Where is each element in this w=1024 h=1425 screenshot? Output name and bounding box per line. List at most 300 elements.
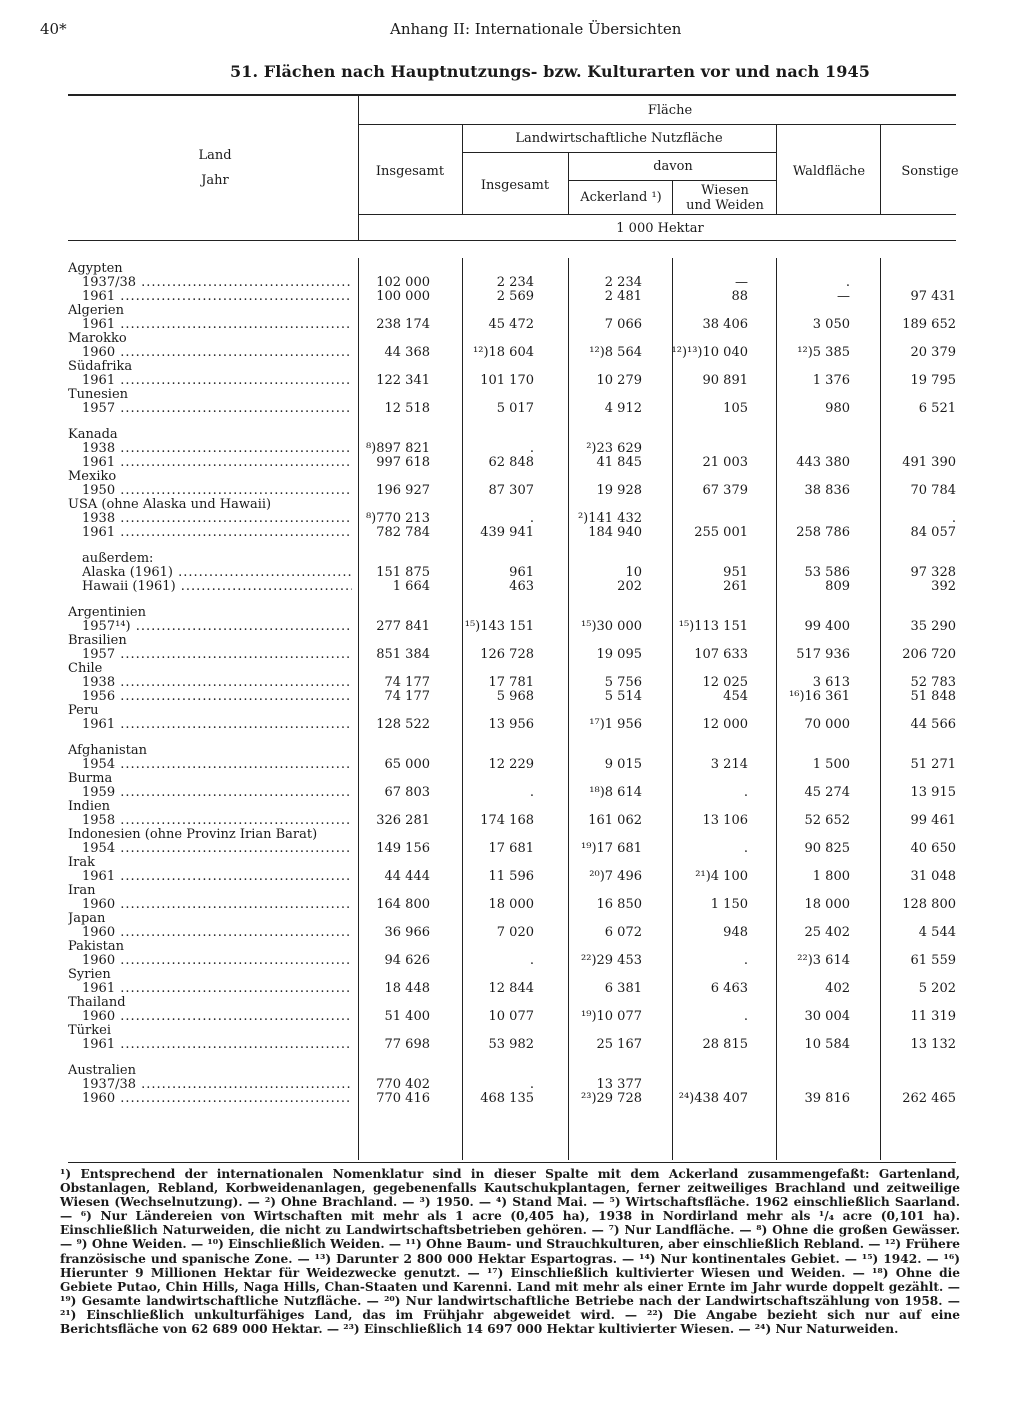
wald-cell: 1 800 [812, 869, 850, 884]
wiesen-cell: 38 406 [702, 317, 748, 332]
wiesen-cell: . [743, 953, 748, 968]
rule-under-flaeche [358, 124, 956, 125]
ackerland-cell: ¹⁹)10 077 [581, 1009, 642, 1024]
row-label: Hawaii (1961) ..... [82, 580, 352, 594]
header-ackerland: Ackerland ¹) [580, 190, 662, 205]
ackerland-cell: 202 [617, 579, 642, 594]
ackerland-cell: ²⁰)7 496 [589, 869, 642, 884]
header-wiesen-1: Wiesen [701, 183, 749, 198]
country-label: Indien [68, 800, 111, 814]
rule-under-ln [462, 152, 776, 153]
header-vrule-1 [358, 96, 359, 240]
insgesamt-cell: 65 000 [384, 757, 430, 772]
data-row [0, 1038, 1024, 1052]
ln-insgesamt-cell: 18 000 [488, 897, 534, 912]
ln-insgesamt-cell: 62 848 [488, 455, 534, 470]
country-row [0, 1024, 1024, 1038]
sonstige-cell: 51 271 [910, 757, 956, 772]
rule-above-unit [358, 214, 956, 215]
insgesamt-cell: 196 927 [376, 483, 430, 498]
ln-insgesamt-cell: 463 [509, 579, 534, 594]
data-row [0, 982, 1024, 996]
header-jahr: Jahr [201, 173, 229, 188]
data-row [0, 954, 1024, 968]
ackerland-cell: 184 940 [588, 525, 642, 540]
wiesen-cell: 88 [731, 289, 748, 304]
row-label: 1960 ..... [82, 926, 352, 940]
sonstige-cell: 13 915 [910, 785, 956, 800]
ackerland-cell: 2 234 [604, 275, 642, 290]
insgesamt-cell: 770 402 [376, 1077, 430, 1092]
country-row [0, 428, 1024, 442]
header-waldflaeche: Waldfläche [792, 164, 866, 179]
sonstige-cell: 128 800 [902, 897, 956, 912]
header-insgesamt: Insgesamt [375, 164, 445, 179]
country-row [0, 772, 1024, 786]
row-label: 1961 ..... [82, 318, 352, 332]
country-row [0, 704, 1024, 718]
ln-insgesamt-cell: 961 [509, 565, 534, 580]
data-row [0, 374, 1024, 388]
ln-insgesamt-cell: . [529, 953, 534, 968]
country-row [0, 498, 1024, 512]
sonstige-cell: 44 566 [910, 717, 956, 732]
ackerland-cell: 10 279 [596, 373, 642, 388]
country-label: Chile [68, 662, 103, 676]
country-label: Burma [68, 772, 113, 786]
country-row [0, 304, 1024, 318]
wiesen-cell: . [743, 785, 748, 800]
row-label: 1956 ..... [82, 690, 352, 704]
insgesamt-cell: 238 174 [376, 317, 430, 332]
ackerland-cell: 2 481 [604, 289, 642, 304]
ln-insgesamt-cell: 101 170 [480, 373, 534, 388]
country-label: Afghanistan [68, 744, 147, 758]
country-row [0, 744, 1024, 758]
wiesen-cell: 3 214 [710, 757, 748, 772]
country-label: Mexiko [68, 470, 117, 484]
country-label: Algerien [68, 304, 124, 318]
data-row [0, 758, 1024, 772]
ln-insgesamt-cell: 17 781 [488, 675, 534, 690]
header-ln: Landwirtschaftliche Nutzfläche [515, 131, 723, 146]
insgesamt-cell: 67 803 [384, 785, 430, 800]
country-row [0, 1064, 1024, 1078]
sonstige-cell: 51 848 [910, 689, 956, 704]
country-label: Peru [68, 704, 99, 718]
ln-insgesamt-cell: . [529, 1077, 534, 1092]
ln-insgesamt-cell: ¹²)18 604 [473, 345, 534, 360]
wiesen-cell: . [743, 841, 748, 856]
wald-cell: 99 400 [804, 619, 850, 634]
data-row [0, 690, 1024, 704]
country-row [0, 470, 1024, 484]
ln-insgesamt-cell: . [529, 511, 534, 526]
ln-insgesamt-cell: 5 968 [496, 689, 534, 704]
row-label: 1937/38 ..... [82, 276, 352, 290]
sonstige-cell: 31 048 [910, 869, 956, 884]
wiesen-cell: 255 001 [694, 525, 748, 540]
row-label: 1954 ..... [82, 842, 352, 856]
data-row [0, 926, 1024, 940]
row-label: 1954 ..... [82, 758, 352, 772]
wiesen-cell: ²⁴)438 407 [678, 1091, 748, 1106]
row-label: 1938 ..... [82, 442, 352, 456]
country-label: Tunesien [68, 388, 129, 402]
row-label: 1959 ..... [82, 786, 352, 800]
data-row [0, 1092, 1024, 1106]
data-row [0, 402, 1024, 416]
insgesamt-cell: 102 000 [376, 275, 430, 290]
data-row [0, 512, 1024, 526]
insgesamt-cell: 77 698 [384, 1037, 430, 1052]
row-label: 1961 ..... [82, 1038, 352, 1052]
country-label: Türkei [68, 1024, 111, 1038]
ackerland-cell: 16 850 [596, 897, 642, 912]
wald-cell: 443 380 [796, 455, 850, 470]
country-row [0, 662, 1024, 676]
wiesen-cell: 261 [723, 579, 748, 594]
insgesamt-cell: 164 800 [376, 897, 430, 912]
data-row [0, 620, 1024, 634]
footnotes: ¹) Entsprechend der internationalen Nomenklatur sind in dieser Spalte mit dem Ackerland zusammengefaßt: Gartenland, Obstanlagen, Rebland, Korbweidenanlagen, gegebenenfalls Kautschukplantagen, ferner zeitweiliges Brachland und zeitweilige Wiesen (Wechselnutzung). — ²) Ohne Brachland. — ³) 1950. — ⁴) Stand Mai. — ⁵) Wirtschaftsfläche. 1962 einschließlich Saarland. — ⁶) Nur Ländereien von Wirtschaften mit mehr als 1 acre (0,405 ha), 1938 in Nordirland mehr als ¹/₄ acre (0,101 ha). Einschließlich Naturweiden, die nicht zu Landwirtschaftsbetrieben gehören. — ⁷) Nur Landfläche. — ⁸) Ohne die großen Gewässer. — ⁹) Ohne Weiden. — ¹⁰) Einschließlich Weiden. — ¹¹) Ohne Baum- und Strauchkulturen, aber einschließlich Rebland. — ¹²) Frühere französische und spanische Zone. — ¹³) Darunter 2 800 000 Hektar Espartogras. — ¹⁴) Nur kontinentales Gebiet. — ¹⁵) 1942. — ¹⁶) Hierunter 9 Millionen Hektar für Weidezwecke genutzt. — ¹⁷) Einschließlich kultivierter Wiesen und Weiden. — ¹⁸) Ohne die Gebiete Putao, Chin Hills, Naga Hills, Chan-Staaten und Karenni. Land mit mehr als einer Ernte im Jahr wurde doppelt gezählt. — ¹⁹) Gesamte landwirtschaftliche Nutzfläche. — ²⁰) Nur landwirtschaftliche Betriebe nach der Landwirtschaftszählung von 1958. — ²¹) Einschließlich unkulturfähiges Land, das im Frühjahr abgeweidet wird. — ²²) Die Angabe bezieht sich nur auf eine Berichtsfläche von 62 689 000 Hektar. — ²³) Einschließlich 14 697 000 Hektar kultivierter Wiesen. — ²⁴) Nur Naturweiden. [60, 1167, 960, 1337]
running-head: Anhang II: Internationale Übersichten [390, 20, 682, 38]
data-row [0, 1078, 1024, 1092]
insgesamt-cell: 277 841 [376, 619, 430, 634]
insgesamt-cell: 51 400 [384, 1009, 430, 1024]
header-bottom-rule [68, 240, 956, 241]
sonstige-cell: 392 [931, 579, 956, 594]
ackerland-cell: ²)141 432 [577, 511, 642, 526]
country-row [0, 884, 1024, 898]
country-row [0, 332, 1024, 346]
header-vrule-4 [672, 180, 673, 214]
wald-cell: ¹⁶)16 361 [789, 689, 850, 704]
wiesen-cell: 12 000 [702, 717, 748, 732]
ackerland-cell: 7 066 [604, 317, 642, 332]
ln-insgesamt-cell: 12 229 [488, 757, 534, 772]
sonstige-cell: 20 379 [910, 345, 956, 360]
data-row [0, 442, 1024, 456]
data-row [0, 318, 1024, 332]
row-label: 1950 ..... [82, 484, 352, 498]
row-label: 1960 ..... [82, 1092, 352, 1106]
sonstige-cell: 35 290 [910, 619, 956, 634]
country-label: Syrien [68, 968, 111, 982]
sonstige-cell: 99 461 [910, 813, 956, 828]
row-label: 1960 ..... [82, 954, 352, 968]
wald-cell: 10 584 [804, 1037, 850, 1052]
ackerland-cell: 19 095 [596, 647, 642, 662]
country-row [0, 996, 1024, 1010]
wald-cell: 3 613 [812, 675, 850, 690]
header-unit: 1 000 Hektar [616, 221, 704, 236]
ln-insgesamt-cell: 2 569 [496, 289, 534, 304]
wald-cell: 39 816 [804, 1091, 850, 1106]
wald-cell: 45 274 [804, 785, 850, 800]
header-wiesen-2: und Weiden [686, 198, 764, 213]
wiesen-cell: 1 150 [710, 897, 748, 912]
row-label: 1961 ..... [82, 290, 352, 304]
country-label: Australien [68, 1064, 137, 1078]
insgesamt-cell: 782 784 [376, 525, 430, 540]
wiesen-cell: 105 [723, 401, 748, 416]
wiesen-cell: . [743, 1009, 748, 1024]
data-row [0, 648, 1024, 662]
insgesamt-cell: 151 875 [376, 565, 430, 580]
country-row [0, 388, 1024, 402]
insgesamt-cell: 122 341 [376, 373, 430, 388]
insgesamt-cell: 44 444 [384, 869, 430, 884]
insgesamt-cell: 326 281 [376, 813, 430, 828]
ackerland-cell: 4 912 [604, 401, 642, 416]
country-label: Ägypten [68, 262, 123, 276]
data-row [0, 526, 1024, 540]
country-label: Japan [68, 912, 106, 926]
wald-cell: 70 000 [804, 717, 850, 732]
country-row [0, 856, 1024, 870]
row-label: 1957 ..... [82, 402, 352, 416]
ln-insgesamt-cell: 11 596 [488, 869, 534, 884]
wald-cell: — [837, 289, 850, 304]
ackerland-cell: 161 062 [588, 813, 642, 828]
ackerland-cell: 25 167 [596, 1037, 642, 1052]
sonstige-cell: 5 202 [918, 981, 956, 996]
data-row [0, 276, 1024, 290]
ackerland-cell: 13 377 [596, 1077, 642, 1092]
row-label: 1957 ..... [82, 648, 352, 662]
ackerland-cell: ¹⁷)1 956 [589, 717, 642, 732]
ackerland-cell: ²³)29 728 [581, 1091, 642, 1106]
data-row [0, 566, 1024, 580]
row-label: 1961 ..... [82, 870, 352, 884]
wiesen-cell: 12 025 [702, 675, 748, 690]
data-row [0, 290, 1024, 304]
ln-insgesamt-cell: 174 168 [480, 813, 534, 828]
ackerland-cell: ¹²)8 564 [589, 345, 642, 360]
row-label: 1958 ..... [82, 814, 352, 828]
wiesen-cell: 21 003 [702, 455, 748, 470]
wiesen-cell: — [735, 275, 748, 290]
data-row [0, 786, 1024, 800]
ln-insgesamt-cell: 2 234 [496, 275, 534, 290]
ackerland-cell: ¹⁵)30 000 [581, 619, 642, 634]
insgesamt-cell: 74 177 [384, 675, 430, 690]
row-label: 1961 ..... [82, 456, 352, 470]
header-top-rule [68, 94, 956, 96]
wald-cell: 18 000 [804, 897, 850, 912]
row-label: 1960 ..... [82, 898, 352, 912]
country-label: Indonesien (ohne Provinz Irian Barat) [68, 828, 318, 842]
country-row [0, 800, 1024, 814]
header-land: Land [198, 148, 232, 163]
insgesamt-cell: ⁸)770 213 [365, 511, 430, 526]
row-label: 1938 ..... [82, 512, 352, 526]
ln-insgesamt-cell: 126 728 [480, 647, 534, 662]
country-label: Brasilien [68, 634, 127, 648]
sonstige-cell: 491 390 [902, 455, 956, 470]
country-row [0, 912, 1024, 926]
wald-cell: 52 652 [804, 813, 850, 828]
sonstige-cell: 52 783 [910, 675, 956, 690]
country-row [0, 262, 1024, 276]
insgesamt-cell: 12 518 [384, 401, 430, 416]
data-row [0, 456, 1024, 470]
wiesen-cell: 13 106 [702, 813, 748, 828]
sonstige-cell: 262 465 [902, 1091, 956, 1106]
wald-cell: 980 [825, 401, 850, 416]
country-row [0, 360, 1024, 374]
sonstige-cell: 19 795 [910, 373, 956, 388]
data-row [0, 842, 1024, 856]
body-bottom-rule [68, 1162, 956, 1163]
country-row [0, 968, 1024, 982]
ln-insgesamt-cell: 12 844 [488, 981, 534, 996]
data-row [0, 718, 1024, 732]
insgesamt-cell: 100 000 [376, 289, 430, 304]
wald-cell: ¹²)5 385 [797, 345, 850, 360]
wald-cell: 90 825 [804, 841, 850, 856]
wald-cell: 38 836 [804, 483, 850, 498]
ln-insgesamt-cell: 87 307 [488, 483, 534, 498]
data-row [0, 346, 1024, 360]
ackerland-cell: ²²)29 453 [581, 953, 642, 968]
wald-cell: 517 936 [796, 647, 850, 662]
wiesen-cell: ¹²)¹³)10 040 [671, 345, 748, 360]
country-label: Iran [68, 884, 96, 898]
sonstige-cell: 97 431 [910, 289, 956, 304]
row-label: 1961 ..... [82, 718, 352, 732]
data-row [0, 484, 1024, 498]
insgesamt-cell: 94 626 [384, 953, 430, 968]
wiesen-cell: ¹⁵)113 151 [678, 619, 748, 634]
row-label: Alaska (1961) ..... [82, 566, 352, 580]
data-row [0, 814, 1024, 828]
insgesamt-cell: 1 664 [392, 579, 430, 594]
ackerland-cell: 5 514 [604, 689, 642, 704]
sonstige-cell: 6 521 [918, 401, 956, 416]
wiesen-cell: ²¹)4 100 [695, 869, 748, 884]
ln-insgesamt-cell: 468 135 [480, 1091, 534, 1106]
wald-cell: 53 586 [804, 565, 850, 580]
ackerland-cell: 41 845 [596, 455, 642, 470]
ackerland-cell: ²)23 629 [586, 441, 642, 456]
wiesen-cell: 28 815 [702, 1037, 748, 1052]
ln-insgesamt-cell: 13 956 [488, 717, 534, 732]
wiesen-cell: 90 891 [702, 373, 748, 388]
ackerland-cell: 6 072 [604, 925, 642, 940]
table-title: 51. Flächen nach Hauptnutzungs- bzw. Kulturarten vor und nach 1945 [230, 62, 870, 81]
ln-insgesamt-cell: 439 941 [480, 525, 534, 540]
wiesen-cell: 67 379 [702, 483, 748, 498]
row-label: 1960 ..... [82, 346, 352, 360]
row-label: außerdem: [82, 552, 154, 566]
wald-cell: 3 050 [812, 317, 850, 332]
wald-cell: ²²)3 614 [797, 953, 850, 968]
ln-insgesamt-cell: 17 681 [488, 841, 534, 856]
insgesamt-cell: 44 368 [384, 345, 430, 360]
ackerland-cell: 19 928 [596, 483, 642, 498]
country-row [0, 606, 1024, 620]
ln-insgesamt-cell: ¹⁵)143 151 [464, 619, 534, 634]
sonstige-cell: 13 132 [910, 1037, 956, 1052]
row-label: 1961 ..... [82, 526, 352, 540]
wald-cell: 1 376 [812, 373, 850, 388]
wiesen-cell: 6 463 [710, 981, 748, 996]
header-vrule-2 [462, 124, 463, 214]
country-row [0, 634, 1024, 648]
ln-insgesamt-cell: . [529, 785, 534, 800]
sonstige-cell: 11 319 [910, 1009, 956, 1024]
country-label: Marokko [68, 332, 127, 346]
wiesen-cell: 454 [723, 689, 748, 704]
wald-cell: . [845, 275, 850, 290]
ackerland-cell: 5 756 [604, 675, 642, 690]
sonstige-cell: 97 328 [910, 565, 956, 580]
country-label: USA (ohne Alaska und Hawaii) [68, 498, 272, 512]
wald-cell: 25 402 [804, 925, 850, 940]
insgesamt-cell: 18 448 [384, 981, 430, 996]
insgesamt-cell: 36 966 [384, 925, 430, 940]
wiesen-cell: 107 633 [694, 647, 748, 662]
wald-cell: 258 786 [796, 525, 850, 540]
data-row [0, 898, 1024, 912]
sonstige-cell: . [951, 511, 956, 526]
row-label: 1937/38 ..... [82, 1078, 352, 1092]
ln-insgesamt-cell: 53 982 [488, 1037, 534, 1052]
header-vrule-3 [568, 152, 569, 214]
header-vrule-5 [776, 124, 777, 214]
insgesamt-cell: 770 416 [376, 1091, 430, 1106]
ln-insgesamt-cell: 5 017 [496, 401, 534, 416]
sonstige-cell: 206 720 [902, 647, 956, 662]
insgesamt-cell: 128 522 [376, 717, 430, 732]
insgesamt-cell: 997 618 [376, 455, 430, 470]
country-label: Kanada [68, 428, 118, 442]
data-row [0, 1010, 1024, 1024]
sonstige-cell: 61 559 [910, 953, 956, 968]
data-row [0, 580, 1024, 594]
country-label: Südafrika [68, 360, 133, 374]
row-label: 1938 ..... [82, 676, 352, 690]
header-flaeche: Fläche [647, 103, 693, 118]
header-ln-insgesamt: Insgesamt [480, 178, 550, 193]
country-row [0, 828, 1024, 842]
ackerland-cell: 10 [625, 565, 642, 580]
insgesamt-cell: 149 156 [376, 841, 430, 856]
sonstige-cell: 189 652 [902, 317, 956, 332]
sonstige-cell: 4 544 [918, 925, 956, 940]
country-label: Thailand [68, 996, 126, 1010]
insgesamt-cell: 851 384 [376, 647, 430, 662]
ackerland-cell: ¹⁸)8 614 [589, 785, 642, 800]
ln-insgesamt-cell: 10 077 [488, 1009, 534, 1024]
insgesamt-cell: 74 177 [384, 689, 430, 704]
row-label: 1961 ..... [82, 374, 352, 388]
country-label: Argentinien [68, 606, 146, 620]
wald-cell: 402 [825, 981, 850, 996]
row-label: 1960 ..... [82, 1010, 352, 1024]
country-row [0, 940, 1024, 954]
header-sonstige: Sonstige [901, 164, 959, 179]
row-label: 1961 ..... [82, 982, 352, 996]
country-label: Pakistan [68, 940, 124, 954]
sonstige-cell: 84 057 [910, 525, 956, 540]
ackerland-cell: 9 015 [604, 757, 642, 772]
wald-cell: 30 004 [804, 1009, 850, 1024]
data-row [0, 870, 1024, 884]
wiesen-cell: 951 [723, 565, 748, 580]
